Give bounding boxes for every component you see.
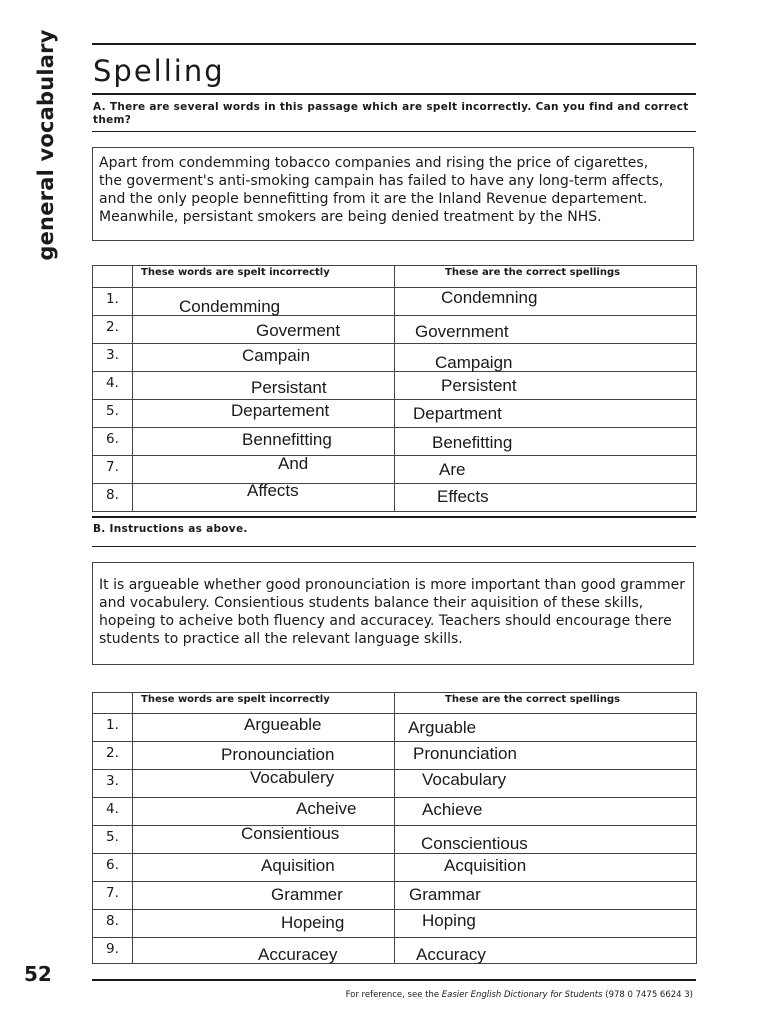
correct-cell: Hoping (395, 910, 697, 938)
correct-cell: Grammar (395, 882, 697, 910)
incorrect-cell: Aquisition (133, 854, 395, 882)
passage-line: Meanwhile, persistant smokers are being denied treatment by the NHS. (99, 209, 602, 225)
table-row (93, 400, 697, 428)
section-b-instruction-rule (92, 546, 696, 547)
correct-cell: Are (395, 456, 697, 484)
correct-cell: Accuracy (395, 938, 697, 964)
passage-line: students to practice all the relevant language skills. (99, 631, 463, 647)
row-number: 6. (93, 428, 133, 456)
row-number: 1. (93, 288, 133, 316)
row-number: 3. (93, 770, 133, 798)
row-number: 2. (93, 742, 133, 770)
incorrect-cell: Affects (133, 484, 395, 512)
incorrect-cell: Hopeing (133, 910, 395, 938)
table-header-row (93, 693, 697, 714)
section-a-instruction-rule (92, 131, 696, 132)
row-number: 5. (93, 400, 133, 428)
title-rule (92, 93, 696, 95)
page-title: Spelling (93, 54, 225, 88)
section-b-top-rule (92, 516, 696, 518)
table-row (93, 770, 697, 798)
incorrect-cell: Goverment (133, 316, 395, 344)
table-row (93, 742, 697, 770)
passage-line: and vocabulery. Consientious students balance their aquisition of these skills, (99, 595, 644, 611)
incorrect-cell: And (133, 456, 395, 484)
table-row (93, 910, 697, 938)
passage-line: the goverment's anti-smoking campain has failed to have any long-term affects, (99, 173, 664, 189)
incorrect-cell: Grammer (133, 882, 395, 910)
col-header-incorrect: These words are spelt incorrectly (133, 266, 395, 288)
table-row (93, 316, 697, 344)
passage-line: hopeing to acheive both fluency and accuracey. Teachers should encourage there (99, 613, 672, 629)
row-number: 7. (93, 456, 133, 484)
correct-cell: Campaign (395, 344, 697, 372)
incorrect-cell: Argueable (133, 714, 395, 742)
footer-book-title: Easier English Dictionary for Students (441, 990, 603, 1000)
row-number: 6. (93, 854, 133, 882)
incorrect-cell: Vocabulery (133, 770, 395, 798)
section-b-passage (92, 562, 694, 665)
correct-cell: Department (395, 400, 697, 428)
footer-rule (92, 979, 696, 981)
row-number: 8. (93, 910, 133, 938)
correct-cell: Effects (395, 484, 697, 512)
incorrect-cell: Departement (133, 400, 395, 428)
incorrect-cell: Acheive (133, 798, 395, 826)
table-row (93, 938, 697, 964)
section-b-table (92, 692, 697, 964)
incorrect-cell: Consientious (133, 826, 395, 854)
section-a-passage (92, 147, 694, 241)
incorrect-cell: Persistant (133, 372, 395, 400)
page-number: 52 (24, 962, 52, 986)
row-number: 2. (93, 316, 133, 344)
row-number: 5. (93, 826, 133, 854)
section-b-instruction: B. Instructions as above. (93, 523, 248, 535)
row-number: 9. (93, 938, 133, 964)
col-header-correct: These are the correct spellings (395, 266, 697, 288)
col-header-incorrect: These words are spelt incorrectly (133, 693, 395, 714)
correct-cell: Achieve (395, 798, 697, 826)
table-row (93, 372, 697, 400)
passage-line: and the only people bennefitting from it are the Inland Revenue departement. (99, 191, 648, 207)
correct-cell: Pronunciation (395, 742, 697, 770)
correct-cell: Benefitting (395, 428, 697, 456)
correct-cell: Government (395, 316, 697, 344)
top-rule (92, 43, 696, 45)
footer-reference: For reference, see the Easier English Dictionary for Students (978 0 7475 6624 3) (345, 990, 693, 1000)
incorrect-cell: Bennefitting (133, 428, 395, 456)
incorrect-cell: Campain (133, 344, 395, 372)
correct-cell: Arguable (395, 714, 697, 742)
table-row (93, 882, 697, 910)
incorrect-cell: Condemming (133, 288, 395, 316)
row-number: 3. (93, 344, 133, 372)
table-row (93, 288, 697, 316)
section-a-table (92, 265, 697, 512)
table-row (93, 714, 697, 742)
correct-cell: Vocabulary (395, 770, 697, 798)
correct-cell: Acquisition (395, 854, 697, 882)
table-row (93, 428, 697, 456)
passage-line: Apart from condemming tobacco companies and rising the price of cigarettes, (99, 155, 649, 171)
passage-line: It is argueable whether good pronounciation is more important than good grammer (99, 577, 686, 593)
side-label-text: general vocabulary (34, 29, 58, 261)
correct-cell: Conscientious (395, 826, 697, 854)
table-row (93, 344, 697, 372)
correct-cell: Persistent (395, 372, 697, 400)
incorrect-cell: Pronounciation (133, 742, 395, 770)
table-header-row (93, 266, 697, 288)
incorrect-cell: Accuracey (133, 938, 395, 964)
table-row (93, 854, 697, 882)
correct-cell: Condemning (395, 288, 697, 316)
table-row (93, 826, 697, 854)
row-number: 8. (93, 484, 133, 512)
row-number: 1. (93, 714, 133, 742)
table-row (93, 798, 697, 826)
table-row (93, 484, 697, 512)
col-header-correct: These are the correct spellings (395, 693, 697, 714)
row-number: 4. (93, 798, 133, 826)
row-number: 7. (93, 882, 133, 910)
row-number: 4. (93, 372, 133, 400)
section-a-instruction: A. There are several words in this passage which are spelt incorrectly. Can you find and correct them? (93, 101, 689, 126)
table-row (93, 456, 697, 484)
side-section-label (26, 29, 66, 261)
